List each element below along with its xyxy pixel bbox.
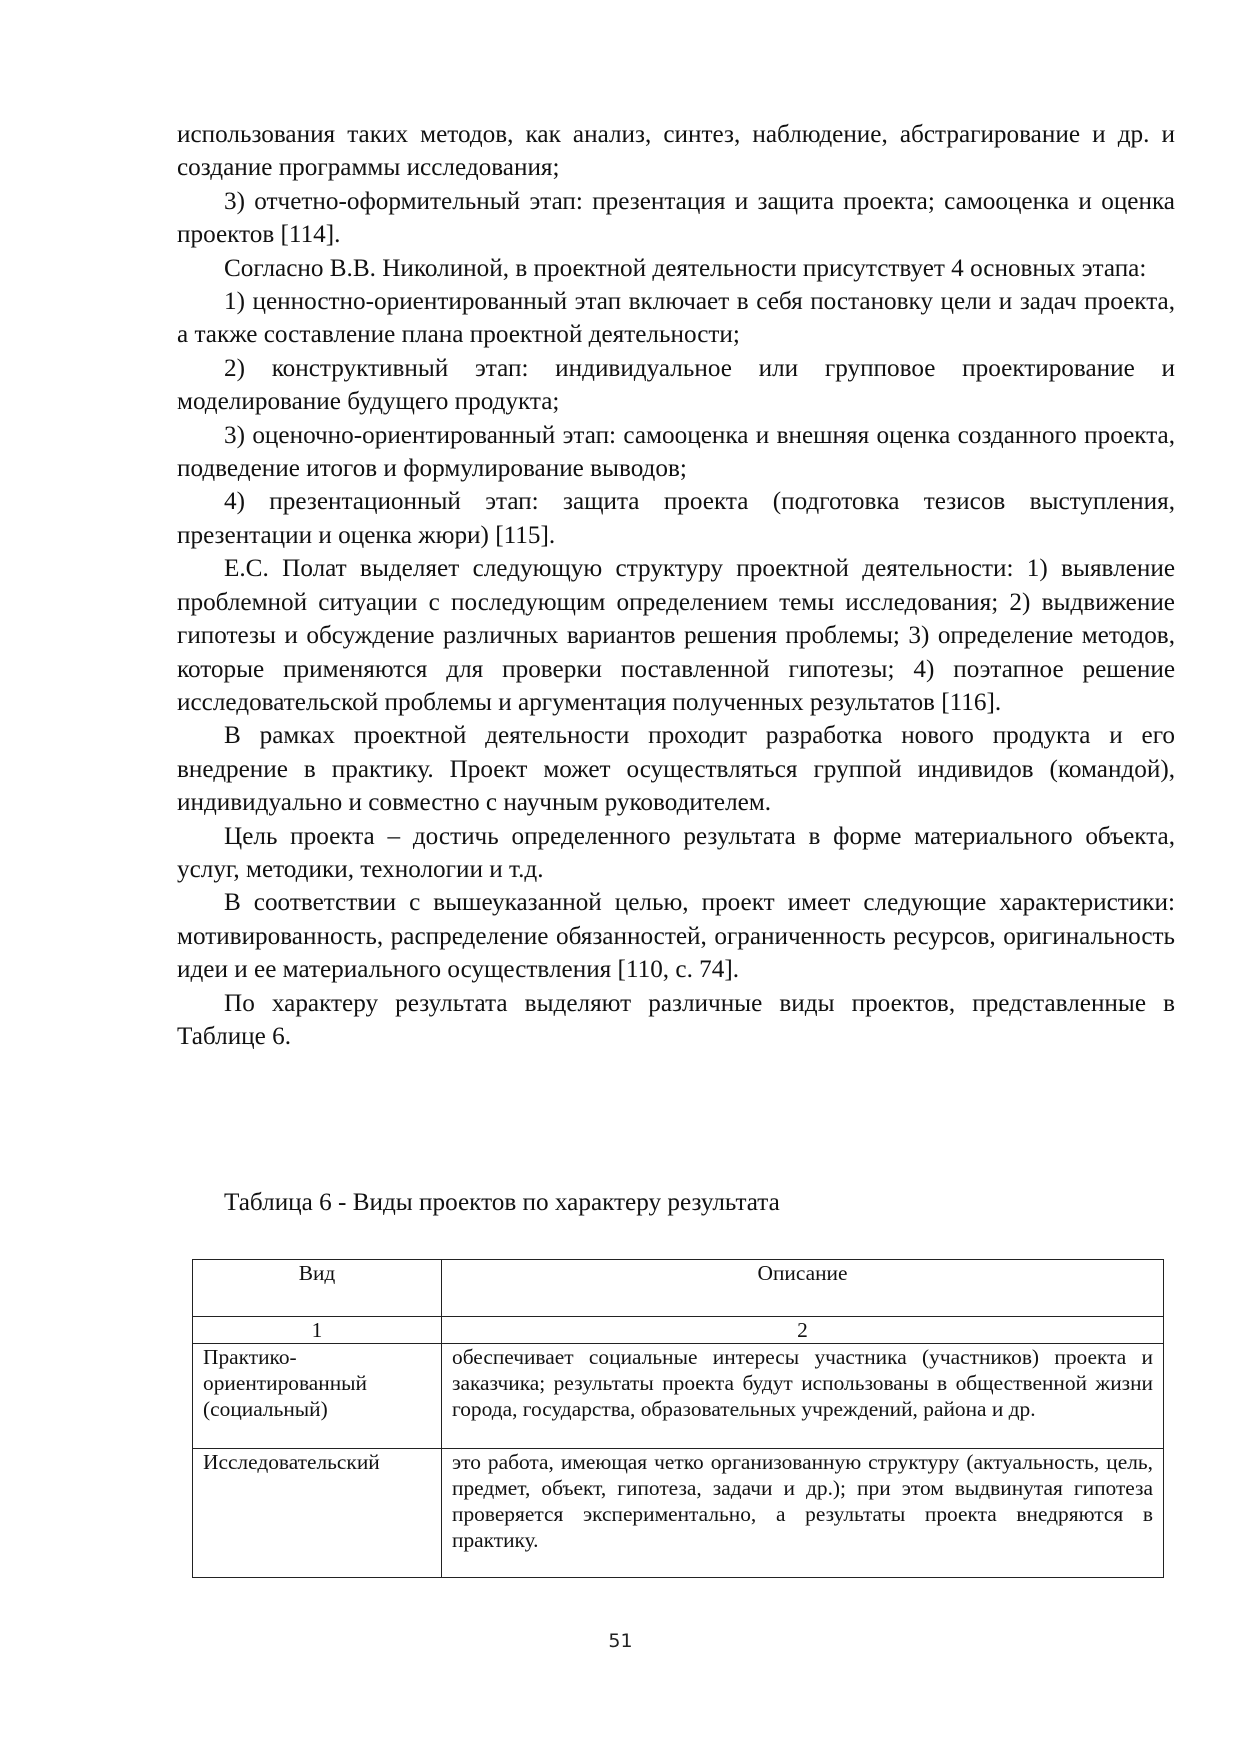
project-types-table [192, 1259, 1164, 1578]
paragraph: По характеру результата выделяют различные виды проектов, представленные в Таблице 6. [177, 989, 1175, 1050]
description-cell: это работа, имеющая четко организованную структуру (актуальность, цель, предмет, объект, гипотеза, задачи и др.); при этом выдвинутая гипотеза проверяется экспериментально, а результаты проекта внедряются в практику. [442, 1449, 1164, 1578]
description-cell: обеспечивает социальные интересы участника (участников) проекта и заказчика; результаты проекта будут использованы в общественной жизни города, государства, образовательных учреждений, района и др. [442, 1344, 1164, 1449]
table-column-numbers-row [193, 1317, 1164, 1344]
paragraph: использования таких методов, как анализ, синтез, наблюдение, абстрагирование и др. и создание программы исследования; [177, 121, 1175, 182]
table-row [193, 1344, 1164, 1449]
body-text [177, 118, 1175, 1053]
paragraph: 4) презентационный этап: защита проекта (подготовка тезисов выступления, презентации и оценка жюри) [115]. [177, 488, 1175, 549]
paragraph: 3) оценочно-ориентированный этап: самооценка и внешняя оценка созданного проекта, подведение итогов и формулирование выводов; [177, 421, 1175, 483]
paragraph: 3) отчетно-оформительный этап: презентация и защита проекта; самооценка и оценка проектов [114]. [177, 187, 1175, 249]
paragraph: Цель проекта – достичь определенного результата в форме материального объекта, услуг, методики, технологии и т.д. [177, 822, 1175, 883]
column-number-cell: 1 [193, 1317, 442, 1344]
paragraph: Е.С. Полат выделяет следующую структуру проектной деятельности: 1) выявление проблемной ситуации с последующим определением темы исследования; 2) выдвижение гипотезы и обсуждение различных вариантов решения проблемы; 3) определение методов, которые применяются для проверки поставленной гипотезы; 4) поэтапное решение исследовательской проблемы и аргументация полученных результатов [116]. [177, 555, 1175, 716]
paragraph: 2) конструктивный этап: индивидуальное или групповое проектирование и моделирование будущего продукта; [177, 354, 1175, 416]
table-row [193, 1449, 1164, 1578]
page-number: 51 [608, 1630, 633, 1652]
header-cell-type: Вид [193, 1260, 442, 1317]
paragraph: 1) ценностно-ориентированный этап включает в себя постановку цели и задач проекта, а также составление плана проектной деятельности; [177, 288, 1175, 349]
header-cell-description: Описание [442, 1260, 1164, 1317]
column-number-cell: 2 [442, 1317, 1164, 1344]
paragraph: В соответствии с вышеуказанной целью, проект имеет следующие характеристики: мотивированность, распределение обязанностей, ограниченность ресурсов, оригинальность идеи и ее материального осуществления [110, с. 74]. [177, 889, 1175, 984]
table-caption: Таблица 6 - Виды проектов по характеру результата [224, 1189, 780, 1216]
paragraph: Согласно В.В. Николиной, в проектной деятельности присутствует 4 основных этапа: [224, 254, 1147, 282]
type-cell: Исследовательский [193, 1449, 442, 1578]
type-cell: Практико-ориентированный (социальный) [193, 1344, 442, 1449]
table-header-row [193, 1260, 1164, 1317]
paragraph: В рамках проектной деятельности проходит разработка нового продукта и его внедрение в практику. Проект может осуществляться группой индивидов (командой), индивидуально и совместно с научным руководителем. [177, 722, 1175, 817]
